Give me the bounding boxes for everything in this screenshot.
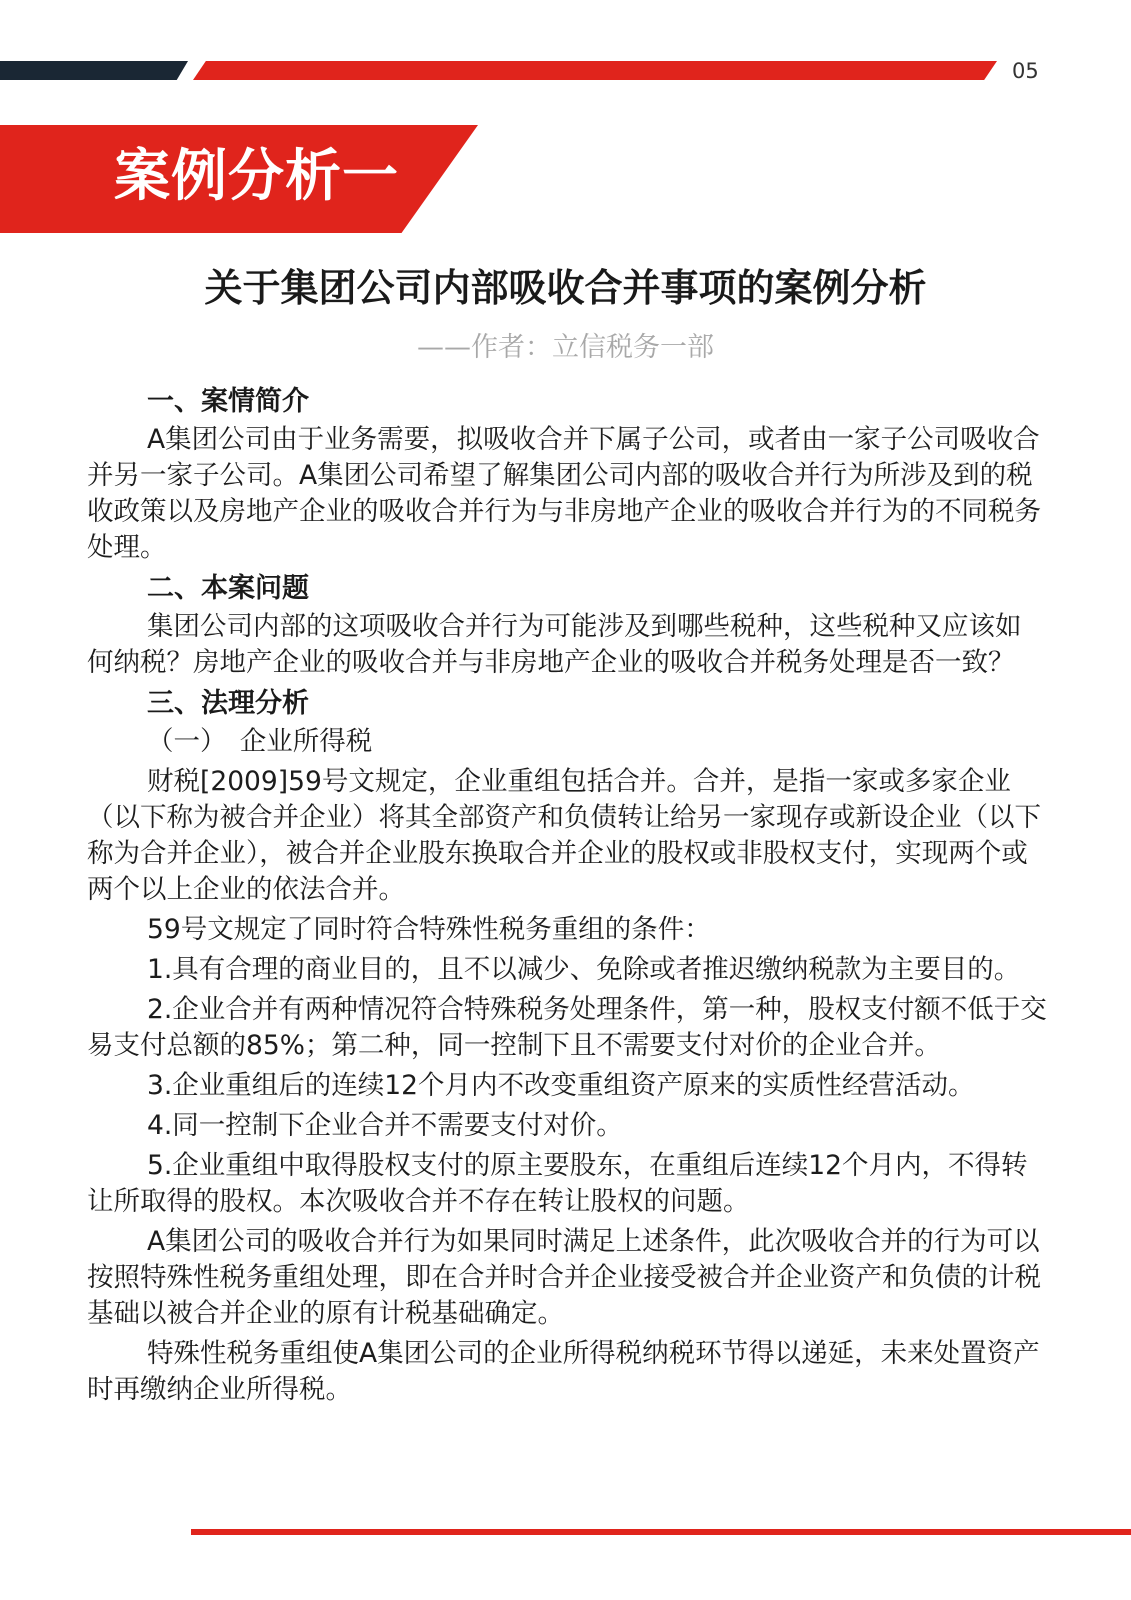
subsection-heading-income-tax: （一） 企业所得税 <box>147 726 373 757</box>
list-item: 5.企业重组中取得股权支付的原主要股东，在重组后连续12个月内，不得转让所取得的股权。本次吸收合并不存在转让股权的问题。 <box>87 1150 1028 1217</box>
section-heading-case-intro: 一、案情简介 <box>147 386 309 417</box>
list-item: 4.同一控制下企业合并不需要支付对价。 <box>147 1110 623 1141</box>
section-heading-problem: 二、本案问题 <box>147 573 309 604</box>
header-stripe-dark <box>0 61 188 80</box>
list-item: 3.企业重组后的连续12个月内不改变重组资产原来的实质性经营活动。 <box>147 1070 975 1101</box>
section-heading-legal-analysis: 三、法理分析 <box>147 688 309 719</box>
list-item: 2.企业合并有两种情况符合特殊税务处理条件，第一种，股权支付额不低于交易支付总额的85%；第二种，同一控制下且不需要支付对价的企业合并。 <box>87 994 1047 1061</box>
paragraph: A集团公司由于业务需要，拟吸收合并下属子公司，或者由一家子公司吸收合并另一家子公司。A集团公司希望了解集团公司内部的吸收合并行为所涉及到的税收政策以及房地产企业的吸收合并行为与非房地产企业的吸收合并行为的不同税务处理。 <box>87 424 1041 563</box>
section-banner-title: 案例分析一 <box>114 144 399 209</box>
article-title: 关于集团公司内部吸收合并事项的案例分析 <box>204 266 927 310</box>
header-stripe-red <box>193 61 997 80</box>
paragraph: 特殊性税务重组使A集团公司的企业所得税纳税环节得以递延，未来处置资产时再缴纳企业所得税。 <box>87 1338 1040 1405</box>
paragraph: 财税[2009]59号文规定，企业重组包括合并。合并，是指一家或多家企业（以下称为被合并企业）将其全部资产和负债转让给另一家现存或新设企业（以下称为合并企业），被合并企业股东换取合并企业的股权或非股权支付，实现两个或两个以上企业的依法合并。 <box>87 766 1041 905</box>
footer-stripe-red <box>191 1529 1131 1535</box>
article-author: ——作者：立信税务一部 <box>417 332 714 363</box>
article-body <box>87 383 1047 1412</box>
list-item: 1.具有合理的商业目的，且不以减少、免除或者推迟缴纳税款为主要目的。 <box>147 954 1021 985</box>
paragraph: 59号文规定了同时符合特殊性税务重组的条件： <box>147 914 711 945</box>
page-number: 05 <box>1012 59 1039 83</box>
paragraph: A集团公司的吸收合并行为如果同时满足上述条件，此次吸收合并的行为可以按照特殊性税务重组处理，即在合并时合并企业接受被合并企业资产和负债的计税基础以被合并企业的原有计税基础确定。 <box>87 1226 1041 1329</box>
paragraph: 集团公司内部的这项吸收合并行为可能涉及到哪些税种，这些税种又应该如何纳税？房地产企业的吸收合并与非房地产企业的吸收合并税务处理是否一致？ <box>87 611 1022 678</box>
